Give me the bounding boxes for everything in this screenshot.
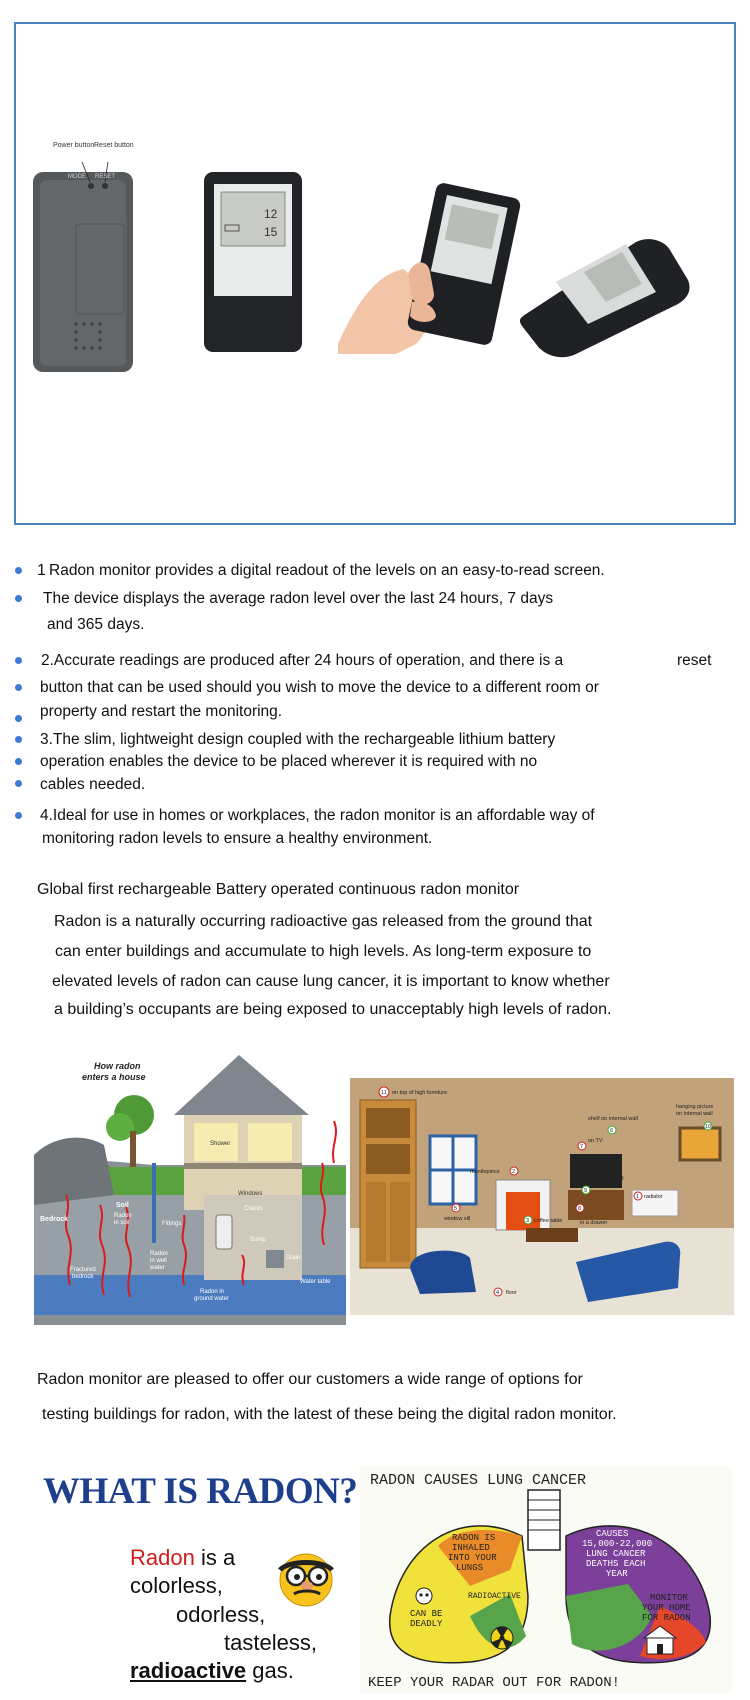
- product-photos: [16, 24, 734, 523]
- intro-line: can enter buildings and accumulate to high levels. As long-term exposure to: [55, 943, 592, 960]
- label-fractured-bedrock: Fractured: [70, 1267, 96, 1273]
- label-radon-soil: in soil: [114, 1220, 130, 1226]
- marker-5: 5: [454, 1206, 458, 1212]
- bullet-text-average: The device displays the average radon level over the last 24 hours, 7 days: [43, 590, 554, 607]
- label-radon-well: in well: [150, 1258, 167, 1264]
- offer-line: Radon monitor are pleased to offer our customers a wide range of options for: [37, 1371, 583, 1388]
- label-coffee-table: coffee table: [534, 1218, 563, 1224]
- marker-10: 10: [705, 1124, 712, 1130]
- poster-monitor-text: YOUR HOME: [642, 1603, 691, 1613]
- marker-2: 2: [512, 1169, 516, 1175]
- marker-4: 4: [496, 1290, 500, 1296]
- poster-inhaled-text: RADON IS: [452, 1533, 496, 1543]
- label-water-table: Water table: [300, 1279, 331, 1285]
- poster-causes-text: CAUSES: [596, 1529, 629, 1539]
- radon-definition-line: tasteless,: [224, 1630, 317, 1655]
- label-shower: Shower: [210, 1141, 231, 1147]
- room-placement-diagram: [350, 1078, 734, 1315]
- intro-line: Radon is a naturally occurring radioactive gas released from the ground that: [54, 913, 593, 930]
- poster-radioactive-text: RADIOACTIVE: [468, 1592, 521, 1601]
- radon-definition-line: odorless,: [176, 1602, 266, 1627]
- bullet-dot: [15, 684, 22, 691]
- label-radon-ground-water: Radon in: [200, 1289, 225, 1295]
- cartoon-face-icon: [268, 1546, 344, 1608]
- intro-line: a building’s occupants are being exposed to unacceptably high levels of radon.: [54, 1001, 612, 1018]
- poster-deadly-text: CAN BE: [410, 1609, 443, 1619]
- bullet-number-1: 1: [37, 562, 46, 579]
- bullet-text-monitoring: monitoring radon levels to ensure a healthy environment.: [42, 830, 433, 847]
- house-title: enters a house: [82, 1072, 146, 1082]
- label-soil: Soil: [116, 1202, 129, 1209]
- label-on-tv: on TV: [588, 1138, 603, 1144]
- poster-inhaled-text: LUNGS: [456, 1563, 484, 1573]
- reset-button-label: Reset button: [94, 142, 134, 149]
- bullet-text-accurate: 2.Accurate readings are produced after 24 hours of operation, and there is a: [41, 652, 564, 669]
- bullet-dot: [15, 758, 22, 765]
- bullet-text-cables: cables needed.: [40, 776, 146, 793]
- label-hanging-picture: hanging picture: [676, 1104, 714, 1110]
- bullet-text-ideal: 4.Ideal for use in homes or workplaces, the radon monitor is an affordable way of: [40, 807, 595, 824]
- label-floor: floor: [506, 1290, 517, 1296]
- house-title: How radon: [94, 1061, 141, 1071]
- radiation-icon: [491, 1626, 513, 1649]
- marker-9: 9: [584, 1188, 588, 1194]
- label-hanging-picture: on internal wall: [676, 1111, 713, 1117]
- device-lying-image: [520, 239, 690, 357]
- marker-11: 11: [381, 1090, 387, 1096]
- marker-3: 3: [526, 1218, 530, 1224]
- lung-cancer-poster: [360, 1466, 732, 1693]
- svg-text:15: 15: [264, 225, 278, 239]
- label-fittings: Fittings: [162, 1221, 182, 1227]
- intro-line: elevated levels of radon can cause lung cancer, it is important to know whether: [52, 973, 610, 990]
- radioactive-word: radioactive: [130, 1658, 247, 1683]
- reset-label: RESET: [95, 174, 116, 180]
- power-button-label: Power button: [53, 142, 95, 149]
- label-window-sill: window sill: [444, 1216, 471, 1222]
- what-is-radon-title: WHAT IS RADON?: [43, 1471, 358, 1512]
- bullet-text-property: property and restart the monitoring.: [40, 703, 283, 720]
- bullet-dot: [15, 567, 22, 574]
- is-a-text: is a: [194, 1545, 236, 1570]
- label-radon-soil: Radon: [114, 1213, 132, 1219]
- mode-button-label: MODE: [68, 174, 86, 180]
- poster-footer: KEEP YOUR RADAR OUT FOR RADON!: [368, 1675, 621, 1691]
- product-photo-panel: [14, 22, 736, 525]
- label-cracks: Cracks: [244, 1206, 263, 1212]
- radon-definition-line: [130, 1545, 235, 1571]
- bullet-text-readout: Radon monitor provides a digital readout of the levels on an easy-to-read screen.: [49, 562, 605, 579]
- device-front-image: [204, 172, 302, 352]
- radon-definition-line: [130, 1658, 294, 1684]
- poster-causes-text: DEATHS EACH: [586, 1559, 646, 1569]
- bullet-text-slim: 3.The slim, lightweight design coupled with the rechargeable lithium battery: [40, 731, 556, 748]
- bullet-dot: [15, 780, 22, 787]
- poster-inhaled-text: INTO YOUR: [448, 1553, 497, 1563]
- poster-causes-text: 15,000-22,000: [582, 1539, 653, 1549]
- svg-text:12: 12: [264, 207, 278, 221]
- marker-7: 7: [580, 1144, 584, 1150]
- offer-line: testing buildings for radon, with the latest of these being the digital radon monitor.: [42, 1406, 617, 1423]
- label-top-furniture: on top of high furniture: [392, 1090, 448, 1096]
- bullet-text-reset: reset: [677, 652, 712, 669]
- bullet-text-days: and 365 days.: [47, 616, 145, 633]
- marker-8: 8: [578, 1206, 582, 1212]
- label-radon-well: Radon: [150, 1251, 168, 1257]
- label-on-tv-stand: on TV stand: [594, 1176, 624, 1182]
- radon-word: Radon: [130, 1545, 195, 1570]
- bullet-dot: [15, 812, 22, 819]
- marker-6: 6: [610, 1128, 614, 1134]
- label-drain: Drain: [286, 1255, 301, 1261]
- poster-deadly-text: DEADLY: [410, 1619, 443, 1629]
- label-bedrock: Bedrock: [40, 1216, 69, 1223]
- label-radon-ground-water: ground water: [194, 1296, 230, 1302]
- marker-1: 1: [636, 1194, 640, 1200]
- poster-monitor-text: MONITOR: [650, 1593, 688, 1603]
- gas-text: gas.: [246, 1658, 294, 1683]
- label-fractured-bedrock: bedrock: [72, 1274, 94, 1280]
- bullet-text-button: button that can be used should you wish to move the device to a different room or: [40, 679, 599, 696]
- label-in-drawer: in a drawer: [580, 1220, 608, 1226]
- radon-definition-line: colorless,: [130, 1573, 223, 1598]
- label-radiator: radiator: [644, 1194, 663, 1200]
- poster-causes-text: LUNG CANCER: [586, 1549, 646, 1559]
- label-sump: Sump: [250, 1237, 266, 1243]
- intro-heading: Global first rechargeable Battery operated continuous radon monitor: [37, 881, 520, 898]
- bullet-dot: [15, 715, 22, 722]
- poster-title: RADON CAUSES LUNG CANCER: [370, 1472, 587, 1489]
- label-windows: Windows: [238, 1191, 263, 1197]
- device-in-hand-image: [338, 182, 522, 354]
- bullet-text-operation: operation enables the device to be placed wherever it is required with no: [40, 753, 538, 770]
- skull-icon: [416, 1588, 432, 1604]
- label-shelf: shelf on internal wall: [588, 1116, 638, 1122]
- poster-monitor-text: FOR RADON: [642, 1613, 691, 1623]
- bullet-dot: [15, 736, 22, 743]
- device-back-image: [33, 162, 133, 372]
- poster-causes-text: YEAR: [606, 1569, 628, 1579]
- label-radon-well: water: [150, 1265, 165, 1271]
- poster-inhaled-text: INHALED: [452, 1543, 490, 1553]
- bullet-dot: [15, 595, 22, 602]
- radon-house-diagram: [34, 1045, 346, 1325]
- label-mantlepiece: mantlepiece: [470, 1169, 500, 1175]
- bullet-dot: [15, 657, 22, 664]
